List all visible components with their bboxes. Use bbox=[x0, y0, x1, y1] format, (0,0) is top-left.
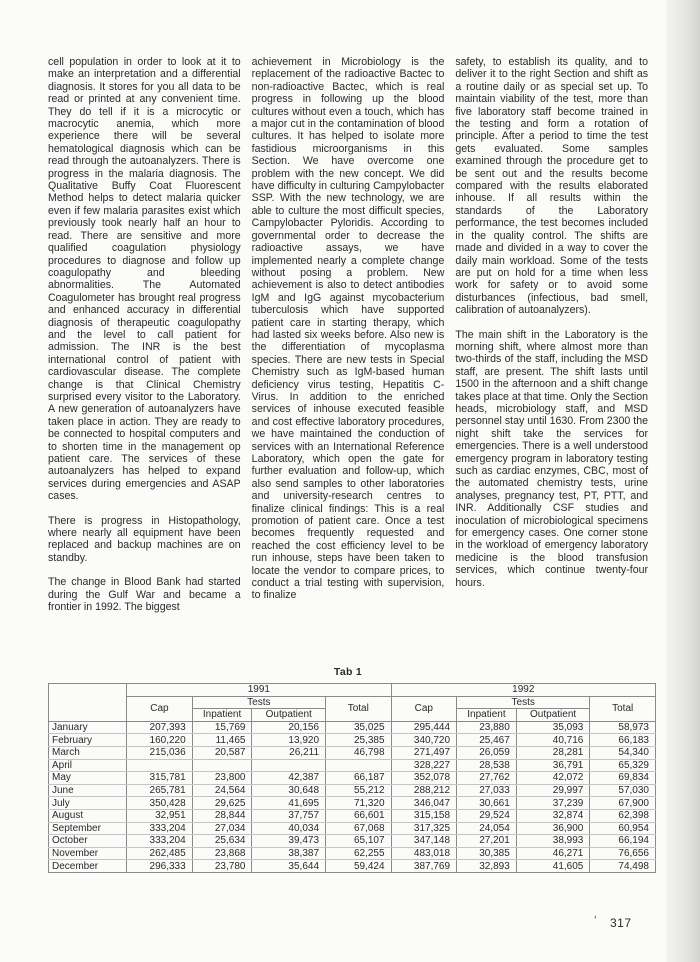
text-column-1 bbox=[48, 56, 241, 625]
value-cell: 65,107 bbox=[326, 835, 392, 848]
value-cell: 352,078 bbox=[391, 772, 457, 785]
value-cell: 28,538 bbox=[457, 759, 517, 772]
value-cell: 32,874 bbox=[516, 809, 590, 822]
paragraph: achievement in Microbiology is the replacement of the radioactive Bactec to non-radioactive Bactec, which is real progress in following up the blood cultures without even a touch, which has a major cut in the contamination of blood cultures. It has helped to isolate more fastidious microorganisms in this Section. We have overcome one problem with the new concept. We did have difficulty in culturing Campylobacter SSP. With the new technology, we are able to culture the most difficult species, Campylobacter Pyloridis. According to governmental order to decrease the radioactive assays, we have implemented nearly a complete change without posing a problem. New achievement is also to detect antibodies IgM and IgG against mycobacterium tuberculosis which have supported patient care in starting therapy, which had lasted six weeks before. Also new is the differentiation of mycoplasma species. There are new tests in Special Chemistry such as IgM-based human deficiency virus testing, Hepatitis C-Virus. In addition to the enriched services of inhouse executed feasible and cost effective laboratory procedures, we have maintained the conduction of services with an International Reference Laboratory, which open the gate for further evaluation and follow-up, which also send samples to other laboratories and university-research centres to finalize clinical findings: This is a real promotion of patient care. Once a test becomes frequently requested and reached the cost efficiency level to be run inhouse, steps have been taken to locate the vendor to compare prices, to conduct a trial testing with supervision, to finalize bbox=[251, 56, 445, 602]
value-cell: 40,716 bbox=[516, 734, 590, 747]
value-cell: 62,398 bbox=[590, 809, 656, 822]
value-cell: 26,059 bbox=[457, 746, 517, 759]
value-cell: 160,220 bbox=[127, 734, 193, 747]
value-cell: 262,485 bbox=[127, 847, 193, 860]
month-cell: December bbox=[49, 860, 127, 873]
value-cell: 23,800 bbox=[192, 772, 252, 785]
value-cell: 347,148 bbox=[391, 835, 457, 848]
value-cell: 333,204 bbox=[127, 835, 193, 848]
value-cell: 39,473 bbox=[252, 835, 326, 848]
value-cell: 295,444 bbox=[391, 721, 457, 734]
value-cell bbox=[252, 759, 326, 772]
cap-header: Cap bbox=[127, 696, 193, 721]
month-cell: May bbox=[49, 772, 127, 785]
value-cell: 69,834 bbox=[590, 772, 656, 785]
paragraph: cell population in order to look at it to make an interpretation and a differential diagnosis. It stores for you all data to be read or printed at any convenient time. They do tell if it is a microcytic or macrocytic anemia, which more experience there will be several hematological diagnosis which can be read through the autoanalyzers. There is progress in the malaria diagnosis. The Qualitative Buffy Coat Fluorescent Method helps to detect malaria quicker even if few malaria parasites exist which previously took nearly half an hour to read. There are sensitive and more qualified coagulation physiology procedures to diagnose and follow up coagulopathy and bleeding abnormalities. The Automated Coagulometer has brought real progress and enhanced accuracy in differential diagnosis of therapeutic coagulopathy and the level to call patient for admission. The INR is the best international control of patient with cardiovascular disease. The complete change is that Clinical Chemistry surprised every visitor to the Laboratory. A new generation of autoanalyzers have taken place in action. They are ready to be connected to hospital computers and to shorten time in the management op patient care. The services of these autoanalyzers has helped to expand services during emergencies and ASAP cases. bbox=[48, 56, 241, 503]
value-cell: 54,340 bbox=[590, 746, 656, 759]
table-caption: Tab 1 bbox=[333, 666, 363, 678]
value-cell: 35,093 bbox=[516, 721, 590, 734]
tests-header: Tests bbox=[457, 696, 590, 709]
corner-mark: ‘ bbox=[594, 913, 597, 927]
table-row bbox=[49, 746, 656, 759]
value-cell: 41,605 bbox=[516, 860, 590, 873]
value-cell bbox=[192, 759, 252, 772]
value-cell: 350,428 bbox=[127, 797, 193, 810]
text-column-2 bbox=[252, 56, 445, 625]
table-body bbox=[49, 721, 656, 872]
value-cell: 387,769 bbox=[391, 860, 457, 873]
value-cell: 11,465 bbox=[192, 734, 252, 747]
month-cell: March bbox=[49, 746, 127, 759]
year-header-1992: 1992 bbox=[391, 684, 655, 697]
cap-header: Cap bbox=[391, 696, 457, 721]
value-cell: 65,329 bbox=[590, 759, 656, 772]
value-cell: 66,194 bbox=[590, 835, 656, 848]
value-cell: 55,212 bbox=[326, 784, 392, 797]
month-cell: November bbox=[49, 847, 127, 860]
value-cell bbox=[127, 759, 193, 772]
value-cell: 328,227 bbox=[391, 759, 457, 772]
value-cell: 66,601 bbox=[326, 809, 392, 822]
value-cell: 42,072 bbox=[516, 772, 590, 785]
value-cell: 35,644 bbox=[252, 860, 326, 873]
paragraph: safety, to establish its quality, and to deliver it to the right Section and shift as a routine daily or as special set up. To maintain viability of the test, more than five laboratory staff become trained in the testing and form a rotation of principle. After a period to time the test gets evaluated. Some samples examined through the procedure get to be sent out and the results become compared with the results elaborated inhouse. If all results within the standards of the Laboratory performance, the test becomes included in the quality control. The shifts are made and divided in a way to cover the daily main workload. Some of the tests are put on hold for a time when less work for safety or to avoid some disturbances (infectious, bad smell, calibration of autoanalyzers). bbox=[455, 56, 649, 317]
table-row bbox=[49, 822, 656, 835]
value-cell: 32,951 bbox=[127, 809, 193, 822]
value-cell: 28,844 bbox=[192, 809, 252, 822]
month-cell: September bbox=[49, 822, 127, 835]
month-cell: January bbox=[49, 721, 127, 734]
value-cell: 37,757 bbox=[252, 809, 326, 822]
value-cell: 46,271 bbox=[516, 847, 590, 860]
value-cell: 26,211 bbox=[252, 746, 326, 759]
text-column-3 bbox=[455, 56, 648, 625]
value-cell: 35,025 bbox=[326, 721, 392, 734]
table-row bbox=[49, 721, 656, 734]
value-cell: 20,587 bbox=[192, 746, 252, 759]
value-cell: 20,156 bbox=[252, 721, 326, 734]
inpatient-header: Inpatient bbox=[192, 709, 252, 722]
outpatient-header: Outpatient bbox=[516, 709, 590, 722]
value-cell: 29,524 bbox=[457, 809, 517, 822]
value-cell: 13,920 bbox=[252, 734, 326, 747]
value-cell: 317,325 bbox=[391, 822, 457, 835]
value-cell: 67,068 bbox=[326, 822, 392, 835]
paragraph: The main shift in the Laboratory is the morning shift, where almost more than two-thirds of the staff, including the MSD staff, are present. The shift lasts until 1500 in the afternoon and a shift change takes place at that time. Only the Section heads, microbiology staff, and MSD personnel stay until 1630. From 2300 the night shift take the services for emergencies. There is a well understood emergency program in laboratory testing such as cardiac enzymes, CBC, most of the automated chemistry tests, urine analyses, pregnancy test, PT, PTT, and INR. Additionally CSF studies and inoculation of microbiological specimens for emergency cases. One corner stone in the workload of emergency laboratory medicine is the blood transfusion services, which continue twenty-four hours. bbox=[455, 328, 649, 589]
value-cell: 28,281 bbox=[516, 746, 590, 759]
total-header: Total bbox=[590, 696, 656, 721]
value-cell: 74,498 bbox=[590, 860, 656, 873]
value-cell: 23,880 bbox=[457, 721, 517, 734]
value-cell: 315,781 bbox=[127, 772, 193, 785]
value-cell: 66,187 bbox=[326, 772, 392, 785]
value-cell: 296,333 bbox=[127, 860, 193, 873]
value-cell: 27,201 bbox=[457, 835, 517, 848]
value-cell: 23,780 bbox=[192, 860, 252, 873]
value-cell: 315,158 bbox=[391, 809, 457, 822]
value-cell: 340,720 bbox=[391, 734, 457, 747]
page-number: 317 bbox=[610, 916, 632, 930]
value-cell: 215,036 bbox=[127, 746, 193, 759]
value-cell: 58,973 bbox=[590, 721, 656, 734]
value-cell: 36,900 bbox=[516, 822, 590, 835]
tests-header: Tests bbox=[192, 696, 325, 709]
value-cell: 27,762 bbox=[457, 772, 517, 785]
value-cell bbox=[326, 759, 392, 772]
value-cell: 60,954 bbox=[590, 822, 656, 835]
value-cell: 346,047 bbox=[391, 797, 457, 810]
value-cell: 38,387 bbox=[252, 847, 326, 860]
month-header bbox=[49, 684, 127, 722]
value-cell: 29,625 bbox=[192, 797, 252, 810]
table-row bbox=[49, 860, 656, 873]
value-cell: 27,033 bbox=[457, 784, 517, 797]
value-cell: 25,467 bbox=[457, 734, 517, 747]
value-cell: 37,239 bbox=[516, 797, 590, 810]
page-edge-shadow bbox=[666, 0, 700, 962]
month-cell: July bbox=[49, 797, 127, 810]
value-cell: 71,320 bbox=[326, 797, 392, 810]
month-cell: February bbox=[49, 734, 127, 747]
value-cell: 59,424 bbox=[326, 860, 392, 873]
value-cell: 483,018 bbox=[391, 847, 457, 860]
value-cell: 15,769 bbox=[192, 721, 252, 734]
value-cell: 67,900 bbox=[590, 797, 656, 810]
value-cell: 23,868 bbox=[192, 847, 252, 860]
value-cell: 27,034 bbox=[192, 822, 252, 835]
value-cell: 24,564 bbox=[192, 784, 252, 797]
table-row bbox=[49, 772, 656, 785]
value-cell: 271,497 bbox=[391, 746, 457, 759]
value-cell: 66,183 bbox=[590, 734, 656, 747]
inpatient-header: Inpatient bbox=[457, 709, 517, 722]
value-cell: 288,212 bbox=[391, 784, 457, 797]
value-cell: 265,781 bbox=[127, 784, 193, 797]
value-cell: 25,634 bbox=[192, 835, 252, 848]
value-cell: 333,204 bbox=[127, 822, 193, 835]
value-cell: 32,893 bbox=[457, 860, 517, 873]
table-row bbox=[49, 847, 656, 860]
table-row bbox=[49, 734, 656, 747]
value-cell: 24,054 bbox=[457, 822, 517, 835]
value-cell: 40,034 bbox=[252, 822, 326, 835]
table-row bbox=[49, 797, 656, 810]
outpatient-header: Outpatient bbox=[252, 709, 326, 722]
value-cell: 38,993 bbox=[516, 835, 590, 848]
value-cell: 36,791 bbox=[516, 759, 590, 772]
value-cell: 207,393 bbox=[127, 721, 193, 734]
value-cell: 46,798 bbox=[326, 746, 392, 759]
value-cell: 25,385 bbox=[326, 734, 392, 747]
value-cell: 30,385 bbox=[457, 847, 517, 860]
table-row bbox=[49, 784, 656, 797]
value-cell: 76,656 bbox=[590, 847, 656, 860]
paragraph: There is progress in Histopathology, where nearly all equipment have been replaced and backup machines are on standby. bbox=[48, 514, 241, 564]
value-cell: 41,695 bbox=[252, 797, 326, 810]
value-cell: 30,661 bbox=[457, 797, 517, 810]
table-row bbox=[49, 835, 656, 848]
month-cell: October bbox=[49, 835, 127, 848]
year-header-1991: 1991 bbox=[127, 684, 391, 697]
value-cell: 29,997 bbox=[516, 784, 590, 797]
value-cell: 42,387 bbox=[252, 772, 326, 785]
value-cell: 57,030 bbox=[590, 784, 656, 797]
value-cell: 30,648 bbox=[252, 784, 326, 797]
value-cell: 62,255 bbox=[326, 847, 392, 860]
month-cell: April bbox=[49, 759, 127, 772]
statistics-table bbox=[48, 683, 656, 873]
month-cell: August bbox=[49, 809, 127, 822]
table-row bbox=[49, 759, 656, 772]
paragraph: The change in Blood Bank had started during the Gulf War and became a frontier in 1992. The biggest bbox=[48, 576, 241, 614]
body-text bbox=[48, 56, 648, 625]
month-cell: June bbox=[49, 784, 127, 797]
table-row bbox=[49, 809, 656, 822]
total-header: Total bbox=[326, 696, 392, 721]
